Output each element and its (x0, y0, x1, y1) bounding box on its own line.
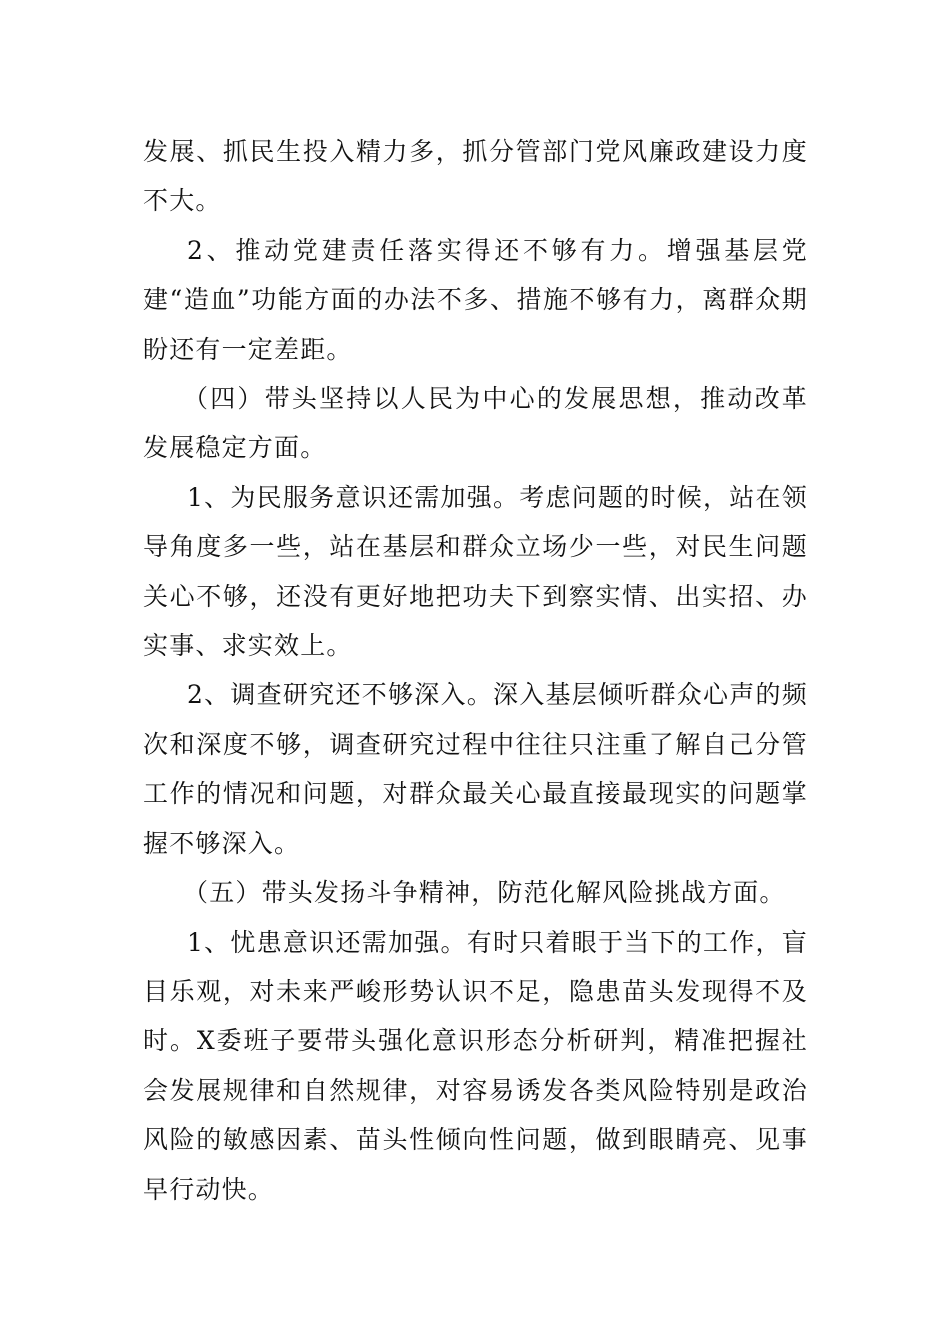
paragraph-item-2-party-building: 2、推动党建责任落实得还不够有力。增强基层党建“造血”功能方面的办法不多、措施不够有力，离群众期盼还有一定差距。 (143, 235, 808, 364)
paragraph-continuation: 发展、抓民生投入精力多，抓分管部门党风廉政建设力度不大。 (143, 137, 808, 216)
paragraph-item-2-research: 2、调查研究还不够深入。深入基层倾听群众心声的频次和深度不够，调查研究过程中往往只注重了解自己分管工作的情况和问题，对群众最关心最直接最现实的问题掌握不够深入。 (143, 680, 808, 858)
paragraph-item-1-service: 1、为民服务意识还需加强。考虑问题的时候，站在领导角度多一些，站在基层和群众立场少一些，对民生问题关心不够，还没有更好地把功夫下到察实情、出实招、办实事、求实效上。 (143, 482, 808, 661)
document-body (143, 127, 808, 1214)
paragraph-item-1-risk: 1、忧患意识还需加强。有时只着眼于当下的工作，盲目乐观，对未来严峻形势认识不足，隐患苗头发现得不及时。X委班子要带头强化意识形态分析研判，精准把握社会发展规律和自然规律，对容易诱发各类风险特别是政治风险的敏感因素、苗头性倾向性问题，做到眼睛亮、见事早行动快。 (143, 927, 808, 1204)
section-heading-5: （五）带头发扬斗争精神，防范化解风险挑战方面。 (183, 878, 786, 908)
section-heading-4: （四）带头坚持以人民为中心的发展思想，推动改革发展稳定方面。 (143, 384, 808, 463)
